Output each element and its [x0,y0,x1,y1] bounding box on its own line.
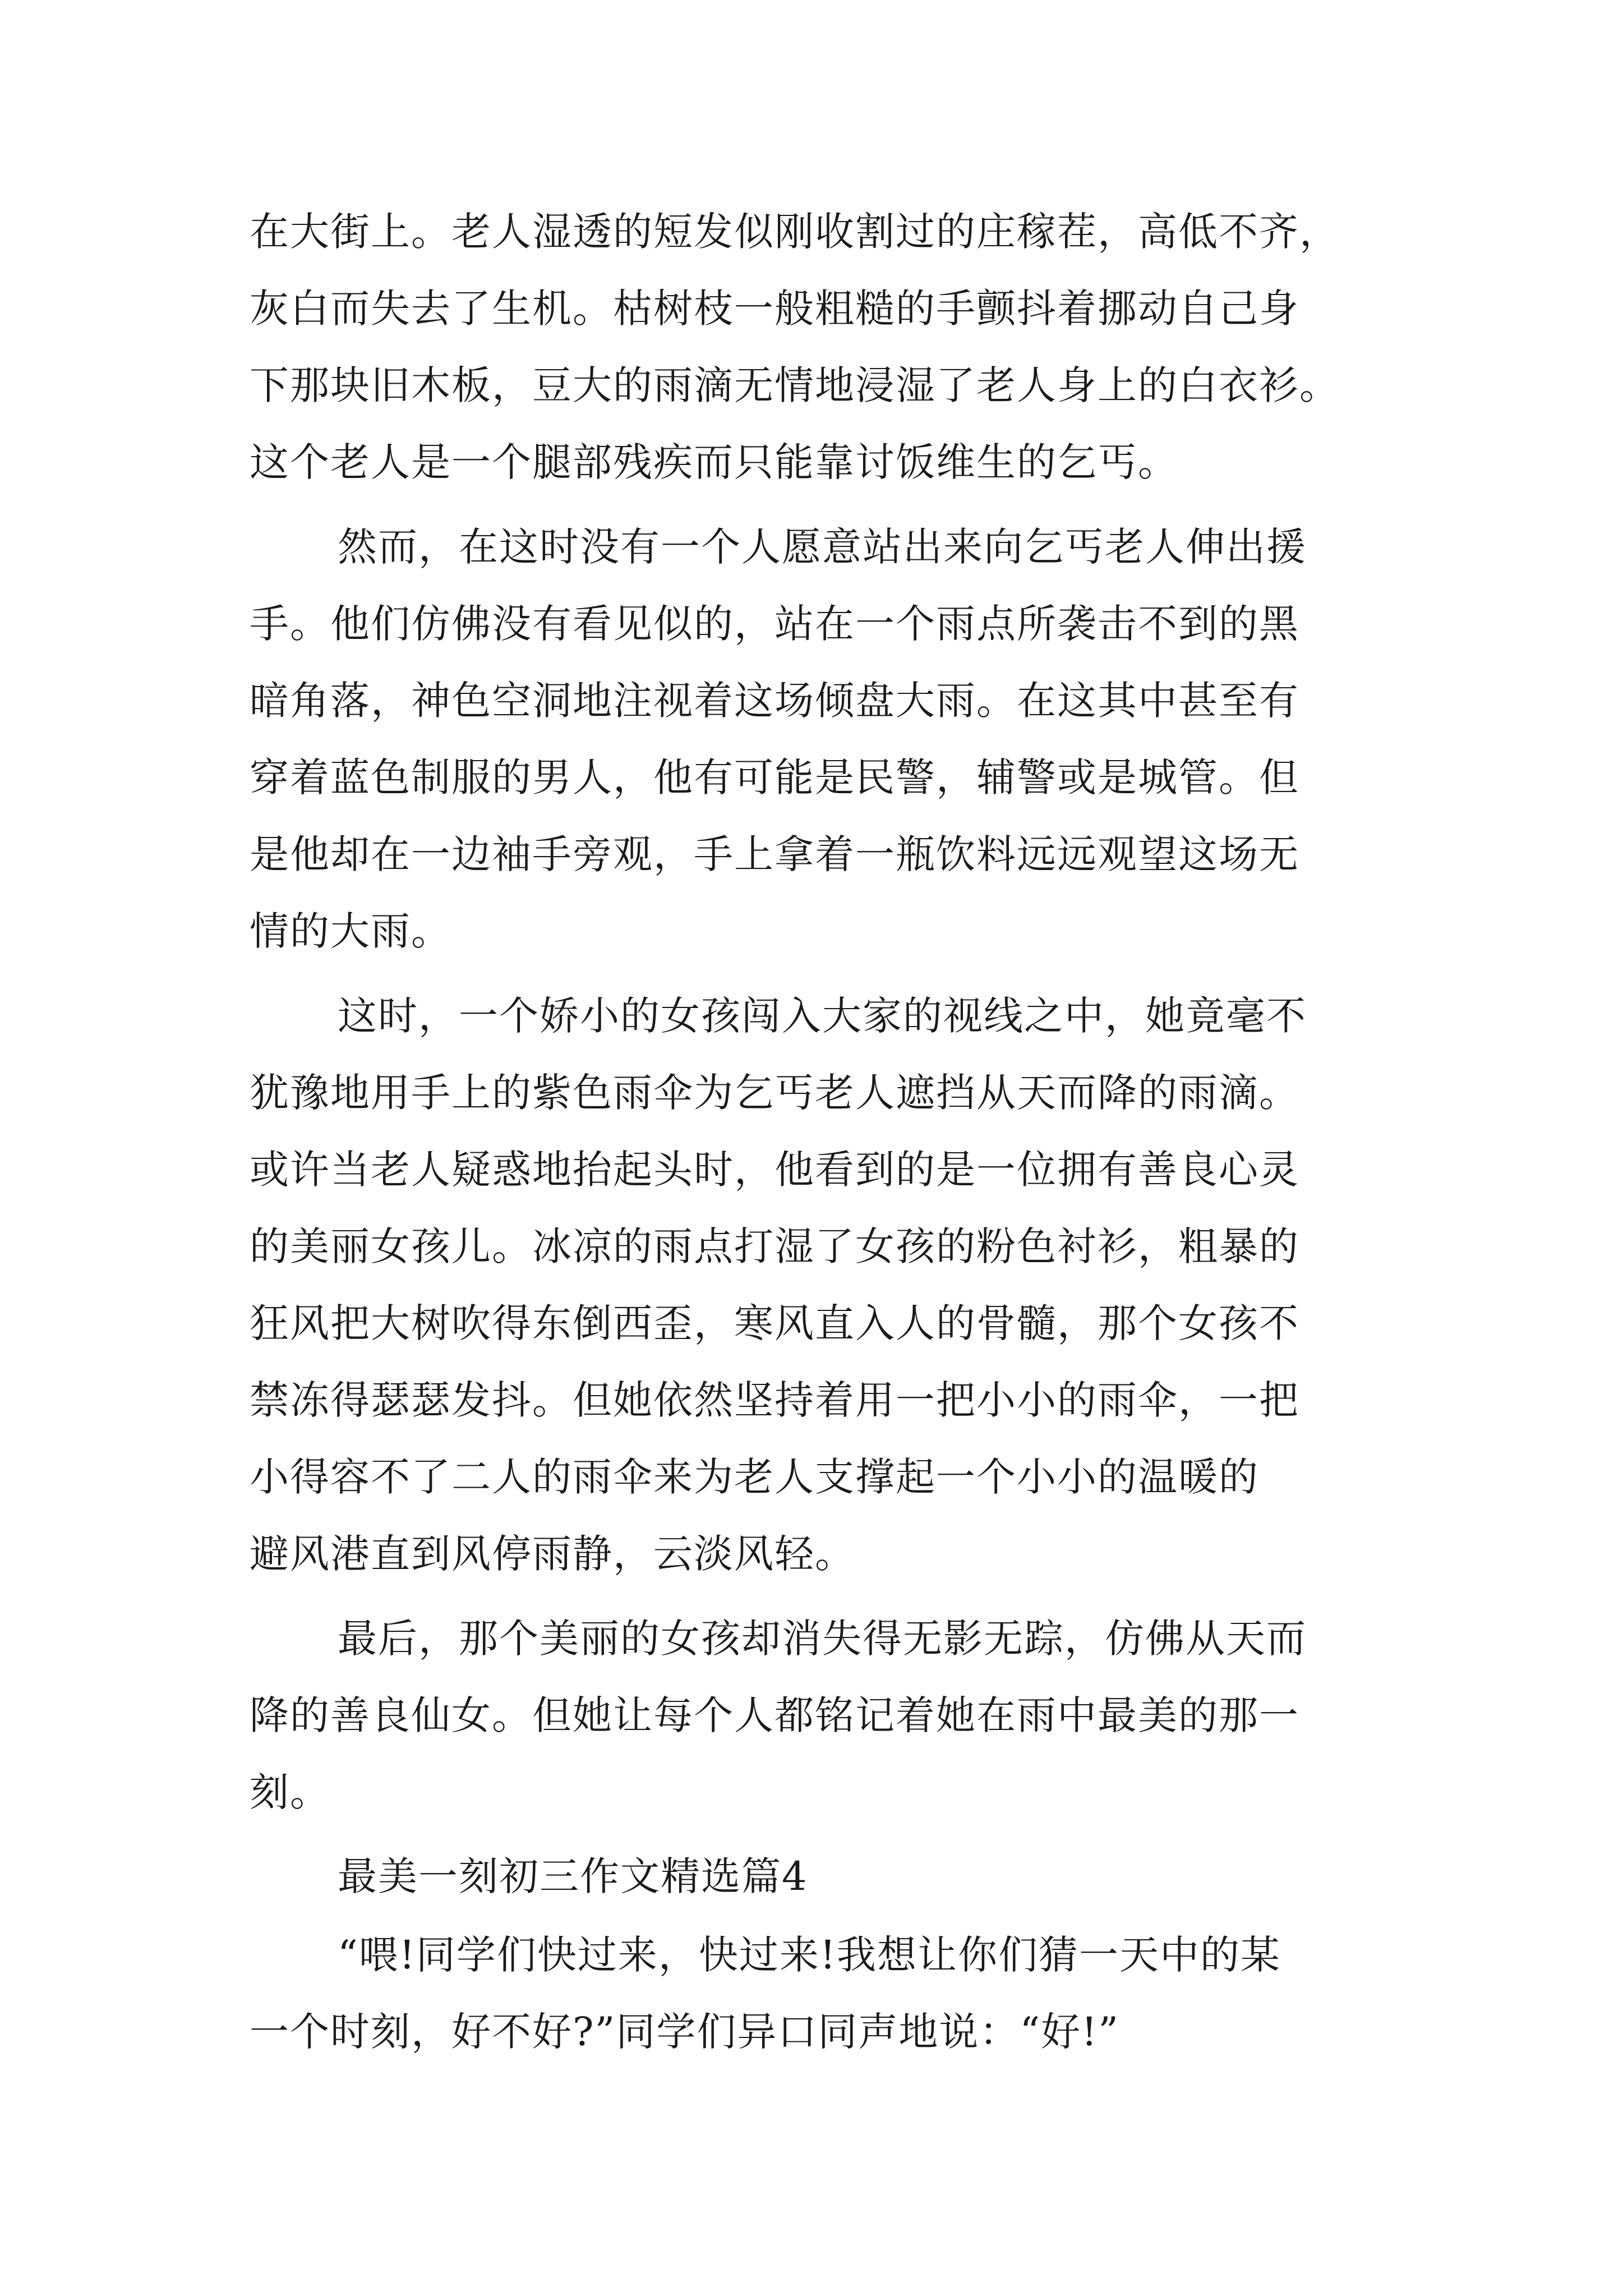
text-line: 降的善良仙女。但她让每个人都铭记着她在雨中最美的那一 [250,1692,1299,1738]
text-line: 的美丽女孩儿。冰凉的雨点打湿了女孩的粉色衬衫，粗暴的 [250,1223,1299,1269]
text-line: 情的大雨。 [250,908,451,954]
text-line: 一个时刻，好不好?”同学们异口同声地说：“好!” [250,2009,1120,2055]
text-line: 或许当老人疑惑地抬起头时，他看到的是一位拥有善良心灵 [250,1147,1299,1193]
text-line: 是他却在一边袖手旁观，手上拿着一瓶饮料远远观望这场无 [250,831,1299,877]
text-line: “喂!同学们快过来，快过来!我想让你们猜一天中的某 [338,1932,1281,1978]
text-line: 这个老人是一个腿部残疾而只能靠讨饭维生的乞丐。 [250,439,1178,485]
text-line: 灰白而失去了生机。枯树枝一般粗糙的手颤抖着挪动自己身 [250,286,1299,332]
text-line: 小得容不了二人的雨伞来为老人支撑起一个小小的温暖的 [250,1454,1259,1500]
text-line: 这时，一个娇小的女孩闯入大家的视线之中，她竟毫不 [338,993,1307,1039]
text-line: 暗角落，神色空洞地注视着这场倾盘大雨。在这其中甚至有 [250,678,1299,724]
text-line: 手。他们仿佛没有看见似的，站在一个雨点所袭击不到的黑 [250,601,1299,647]
text-line: 狂风把大树吹得东倒西歪，寒风直入人的骨髓，那个女孩不 [250,1300,1299,1346]
text-line: 避风港直到风停雨静，云淡风轻。 [250,1531,855,1577]
text-line: 刻。 [250,1769,330,1815]
text-line: 犹豫地用手上的紫色雨伞为乞丐老人遮挡从天而降的雨滴。 [250,1070,1299,1116]
text-line: 最后，那个美丽的女孩却消失得无影无踪，仿佛从天而 [338,1616,1307,1662]
text-line: 穿着蓝色制服的男人，他有可能是民警，辅警或是城管。但 [250,754,1299,800]
text-line: 禁冻得瑟瑟发抖。但她依然坚持着用一把小小的雨伞，一把 [250,1377,1299,1423]
text-line: 在大街上。老人湿透的短发似刚收割过的庄稼茬，高低不齐， [250,209,1340,255]
text-line: 然而，在这时没有一个人愿意站出来向乞丐老人伸出援 [338,524,1307,570]
section-heading: 最美一刻初三作文精选篇4 [338,1853,808,1899]
text-line: 下那块旧木板，豆大的雨滴无情地浸湿了老人身上的白衣衫。 [250,362,1340,408]
